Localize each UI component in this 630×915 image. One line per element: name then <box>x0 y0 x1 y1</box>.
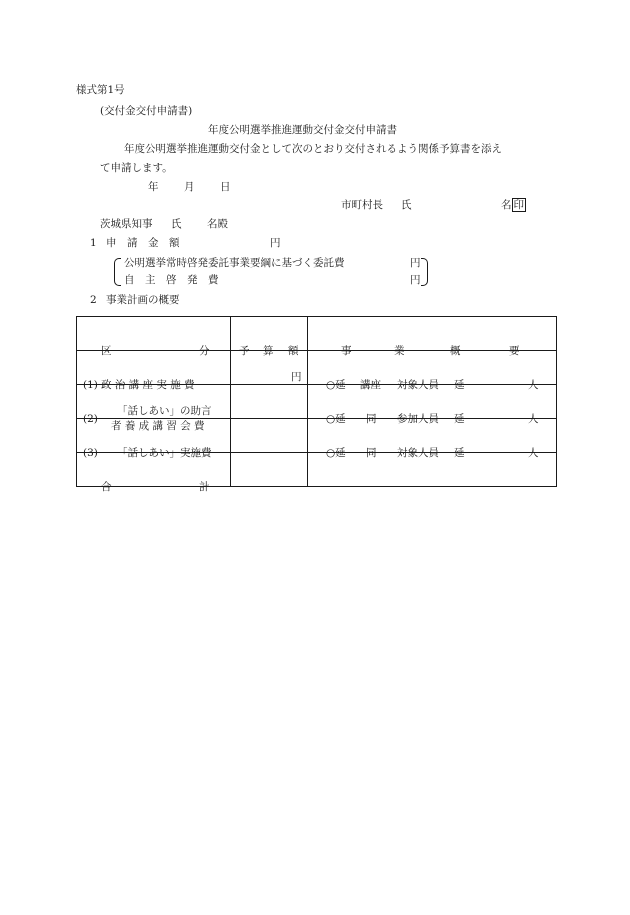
right-brace <box>421 258 428 286</box>
row3-person: 人 <box>528 446 539 459</box>
header-category-char1: 区 <box>101 344 112 357</box>
row1-target: 対象人員 <box>397 378 439 391</box>
applicant-name-char: 名 <box>501 199 512 211</box>
row1-nobe: 延 <box>454 378 465 391</box>
total-char1: 合 <box>101 480 112 493</box>
row2-nobe: 延 <box>454 412 465 425</box>
form-type: (交付金交付申請書) <box>100 105 193 117</box>
table-header-row <box>77 317 557 351</box>
addressee-name: 名殿 <box>207 218 228 230</box>
row1-name: 政 治 講 座 実 施 費 <box>101 378 195 391</box>
body-text-line1: 年度公明選挙推進運動交付金として次のとおり交付されるよう関係予算書を添え <box>124 143 502 155</box>
row1-budget-unit: 円 <box>291 370 302 383</box>
row3-kind: 同 <box>366 446 377 459</box>
date-month: 月 <box>184 181 195 193</box>
section2-number: 2 <box>90 294 97 306</box>
document-title: 年度公明選挙推進運動交付金交付申請書 <box>208 124 397 136</box>
section1-item1-label: 公明選挙常時啓発委託事業要綱に基づく委託費 <box>124 257 345 269</box>
row2-person: 人 <box>528 412 539 425</box>
row3-name: 「話しあい」実施費 <box>117 446 212 459</box>
header-category <box>77 317 231 357</box>
left-brace <box>114 258 121 286</box>
row2-kind: 同 <box>366 412 377 425</box>
section1-label: 申 請 金 額 <box>106 237 180 249</box>
header-summary-char3: 概 <box>450 344 461 357</box>
seal-mark: 印 <box>513 199 524 211</box>
row3-target: 対象人員 <box>397 446 439 459</box>
header-budget-char3: 額 <box>288 344 299 357</box>
header-summary-char1: 事 <box>341 344 352 357</box>
section1-item1-unit: 円 <box>410 257 421 269</box>
header-summary-char2: 業 <box>394 344 405 357</box>
row1-num: (1) <box>83 378 98 391</box>
applicant-title: 市町村長 <box>341 199 383 211</box>
section1-number: 1 <box>90 237 97 249</box>
header-category-char2: 分 <box>199 344 210 357</box>
row1-mark: ○延 <box>326 378 346 391</box>
section2-label: 事業計画の概要 <box>106 294 180 306</box>
date-year: 年 <box>148 181 159 193</box>
total-char2: 計 <box>199 480 210 493</box>
applicant-name <box>501 200 526 211</box>
row3-budget <box>231 419 308 453</box>
header-summary <box>308 317 557 357</box>
body-text-line2: て申請します。 <box>100 162 173 174</box>
section1-item2-unit: 円 <box>410 274 421 286</box>
date-day: 日 <box>220 181 231 193</box>
row3-mark: ○延 <box>326 446 346 459</box>
applicant-shi: 氏 <box>401 199 412 211</box>
form-number: 様式第1号 <box>76 84 125 96</box>
row3-nobe: 延 <box>454 446 465 459</box>
addressee-title: 茨城県知事 <box>100 218 153 230</box>
total-budget <box>231 453 308 487</box>
header-budget-char2: 算 <box>263 344 274 357</box>
row2-target: 参加人員 <box>397 412 439 425</box>
addressee-shi: 氏 <box>171 218 182 230</box>
row2-num: (2) <box>83 412 98 425</box>
header-budget-char1: 予 <box>239 344 250 357</box>
row2-name-line2: 者 養 成 講 習 会 費 <box>111 419 205 432</box>
row2-budget <box>231 385 308 419</box>
row3-num: (3) <box>83 446 98 459</box>
row2-name-line1: 「話しあい」の助言 <box>117 404 212 417</box>
header-budget <box>231 317 308 357</box>
row1-kind: 講座 <box>360 378 381 391</box>
section1-item2-label: 自 主 啓 発 費 <box>124 274 219 286</box>
header-summary-char4: 要 <box>509 344 520 357</box>
row1-person: 人 <box>528 378 539 391</box>
section1-unit: 円 <box>270 237 281 249</box>
table-row <box>77 351 557 385</box>
row2-mark: ○延 <box>326 412 346 425</box>
plan-table <box>76 316 557 493</box>
